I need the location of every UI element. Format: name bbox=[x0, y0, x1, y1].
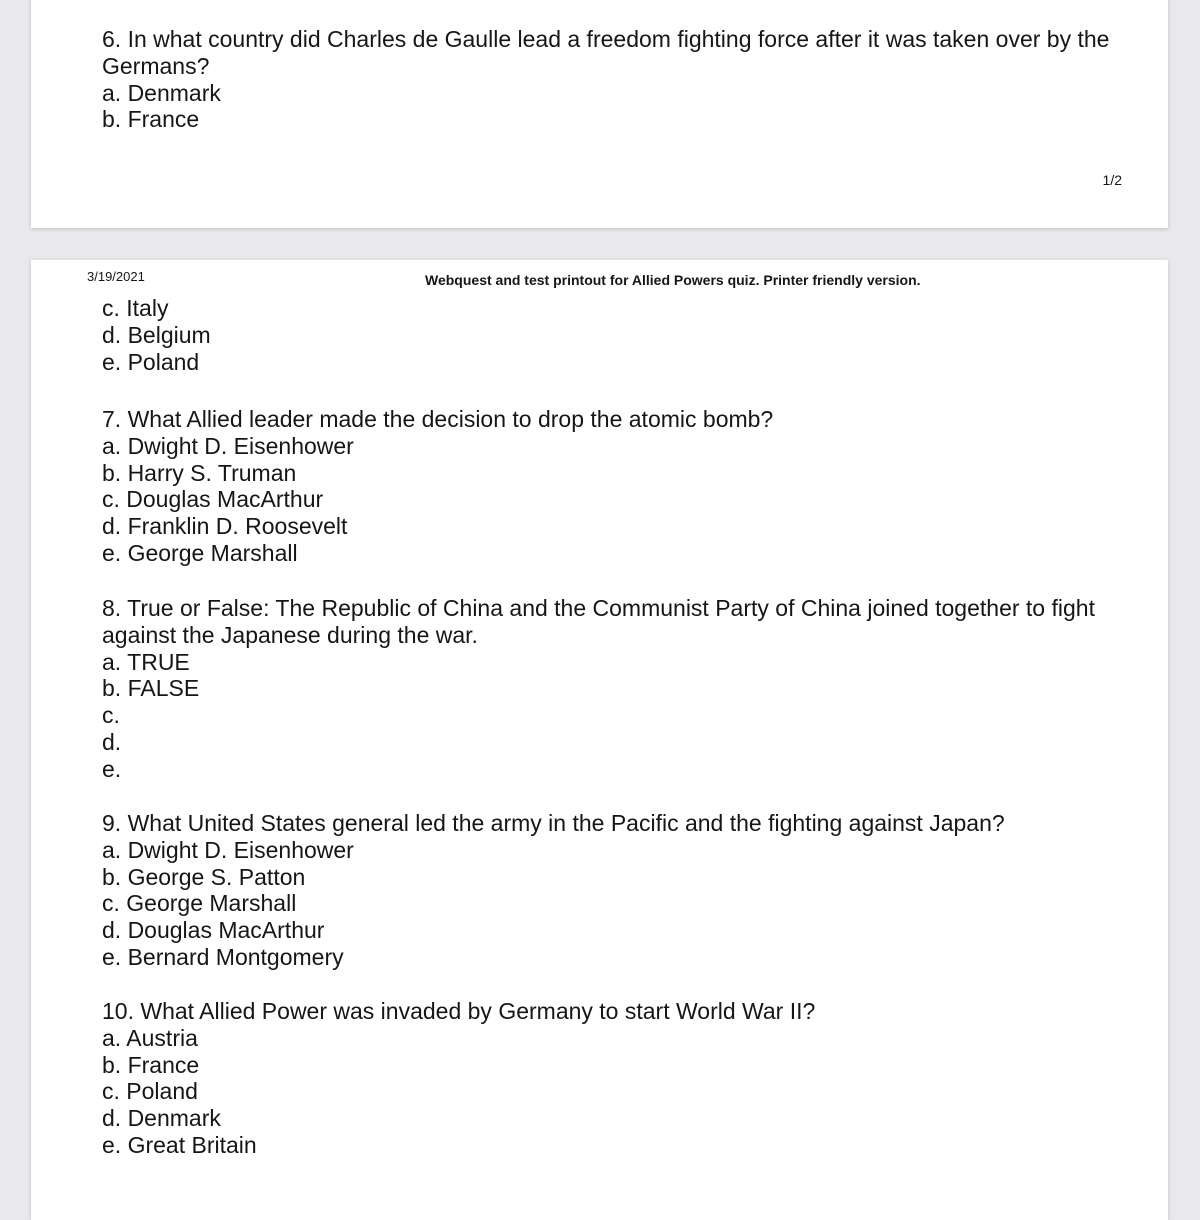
print-date: 3/19/2021 bbox=[87, 269, 145, 284]
question-10 bbox=[102, 998, 1112, 1159]
page-1 bbox=[31, 0, 1168, 228]
question-6-option-c: c. Italy bbox=[102, 295, 169, 321]
question-10-option-c: c. Poland bbox=[102, 1078, 198, 1105]
question-6 bbox=[102, 26, 1112, 133]
print-header-title: Webquest and test printout for Allied Powers quiz. Printer friendly version. bbox=[425, 272, 921, 288]
question-9-option-d: d. Douglas MacArthur bbox=[102, 917, 325, 944]
question-7-option-d: d. Franklin D. Roosevelt bbox=[102, 513, 348, 540]
question-7-text: 7. What Allied leader made the decision to drop the atomic bomb? bbox=[102, 406, 774, 432]
page-number: 1/2 bbox=[1102, 172, 1122, 188]
question-7-option-e: e. George Marshall bbox=[102, 539, 298, 566]
question-10-option-d: d. Denmark bbox=[102, 1105, 221, 1132]
question-10-option-e: e. Great Britain bbox=[102, 1131, 257, 1158]
question-8 bbox=[102, 595, 1112, 783]
question-9-option-b: b. George S. Patton bbox=[102, 863, 306, 890]
question-9-option-c: c. George Marshall bbox=[102, 890, 297, 917]
question-9 bbox=[102, 810, 1112, 971]
question-6-continued bbox=[102, 295, 1112, 375]
question-6-option-d: d. Belgium bbox=[102, 321, 211, 348]
question-8-option-d: d. bbox=[102, 728, 122, 755]
question-6-option-e: e. Poland bbox=[102, 348, 200, 375]
question-8-option-a: a. TRUE bbox=[102, 648, 190, 675]
question-10-option-a: a. Austria bbox=[102, 1024, 198, 1051]
question-7 bbox=[102, 406, 1112, 567]
question-8-option-c: c. bbox=[102, 702, 120, 729]
question-6-option-a: a. Denmark bbox=[102, 79, 221, 106]
question-9-option-a: a. Dwight D. Eisenhower bbox=[102, 836, 354, 863]
question-10-option-b: b. France bbox=[102, 1051, 200, 1078]
question-9-text: 9. What United States general led the army in the Pacific and the fighting against Japan? bbox=[102, 810, 1005, 836]
question-9-option-e: e. Bernard Montgomery bbox=[102, 943, 344, 970]
question-8-option-e: e. bbox=[102, 755, 122, 782]
question-7-option-a: a. Dwight D. Eisenhower bbox=[102, 432, 354, 459]
question-8-text: 8. True or False: The Republic of China and the Communist Party of China joined together to fight against the Japanese during the war. bbox=[102, 595, 1095, 648]
question-8-option-b: b. FALSE bbox=[102, 675, 200, 702]
question-7-option-c: c. Douglas MacArthur bbox=[102, 486, 324, 513]
question-6-option-b: b. France bbox=[102, 106, 200, 133]
question-10-text: 10. What Allied Power was invaded by Germany to start World War II? bbox=[102, 998, 816, 1024]
question-6-text: 6. In what country did Charles de Gaulle lead a freedom fighting force after it was taken over by the Germans? bbox=[102, 26, 1110, 79]
page-2 bbox=[31, 260, 1168, 1220]
question-7-option-b: b. Harry S. Truman bbox=[102, 459, 297, 486]
